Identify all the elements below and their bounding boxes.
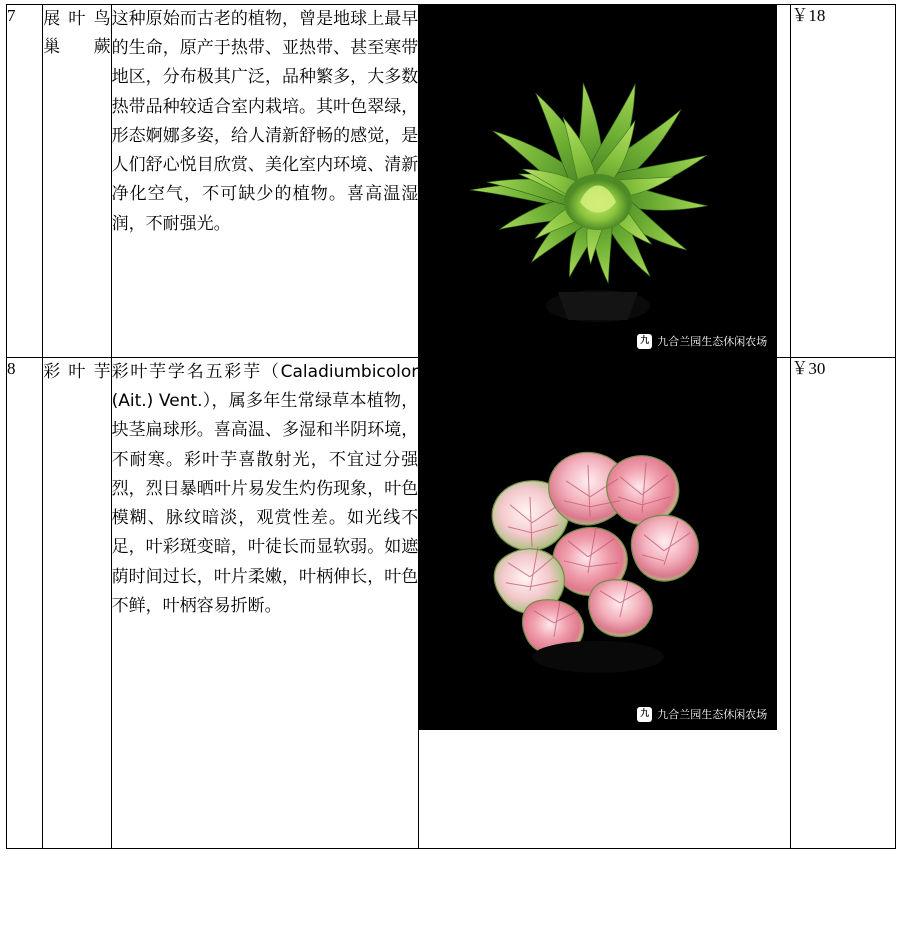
document-page — [0, 4, 900, 928]
plant-photo — [419, 358, 777, 730]
watermark — [637, 706, 767, 722]
watermark — [637, 333, 767, 349]
price-cell: ￥30 — [791, 358, 896, 849]
table-row — [7, 5, 896, 358]
plant-photo — [419, 5, 777, 357]
table-row — [7, 358, 896, 849]
logo-icon: 九 — [637, 707, 652, 722]
bird-nest-fern-illustration — [448, 31, 748, 331]
plant-name-cell: 展叶鸟巢蕨 — [43, 5, 111, 358]
caladium-illustration — [438, 405, 758, 695]
plant-description-cell: 彩叶芋学名五彩芋（Caladiumbicolor (Ait.) Vent.），属多年生常绿草本植物，块茎扁球形。喜高温、多湿和半阴环境，不耐寒。彩叶芋喜散射光，不宜过分强烈，烈日暴晒叶片易发生灼伤现象，叶色模糊、脉纹暗淡，观赏性差。如光线不足，叶彩斑变暗，叶徒长而显软弱。如遮荫时间过长，叶片柔嫩，叶柄伸长，叶色不鲜，叶柄容易折断。 — [111, 358, 419, 849]
row-index-cell: 8 — [7, 358, 43, 849]
price-cell: ￥18 — [791, 5, 896, 358]
logo-icon: 九 — [637, 334, 652, 349]
watermark-text: 九合兰园生态休闲农场 — [657, 335, 768, 348]
plant-name-cell: 彩叶芋 — [43, 358, 111, 849]
plant-description-cell: 这种原始而古老的植物，曾是地球上最早的生命，原产于热带、亚热带、甚至寒带地区，分布极其广泛，品种繁多，大多数热带品种较适合室内栽培。其叶色翠绿，形态婀娜多姿，给人清新舒畅的感觉，是人们舒心悦目欣赏、美化室内环境、清新净化空气，不可缺少的植物。喜高温湿润，不耐强光。 — [111, 5, 419, 358]
row-index-cell: 7 — [7, 5, 43, 358]
plant-catalog-table — [6, 4, 896, 849]
plant-image-cell — [419, 358, 791, 849]
plant-image-cell — [419, 5, 791, 358]
watermark-text: 九合兰园生态休闲农场 — [657, 708, 768, 721]
image-cell-spacer — [419, 730, 790, 848]
